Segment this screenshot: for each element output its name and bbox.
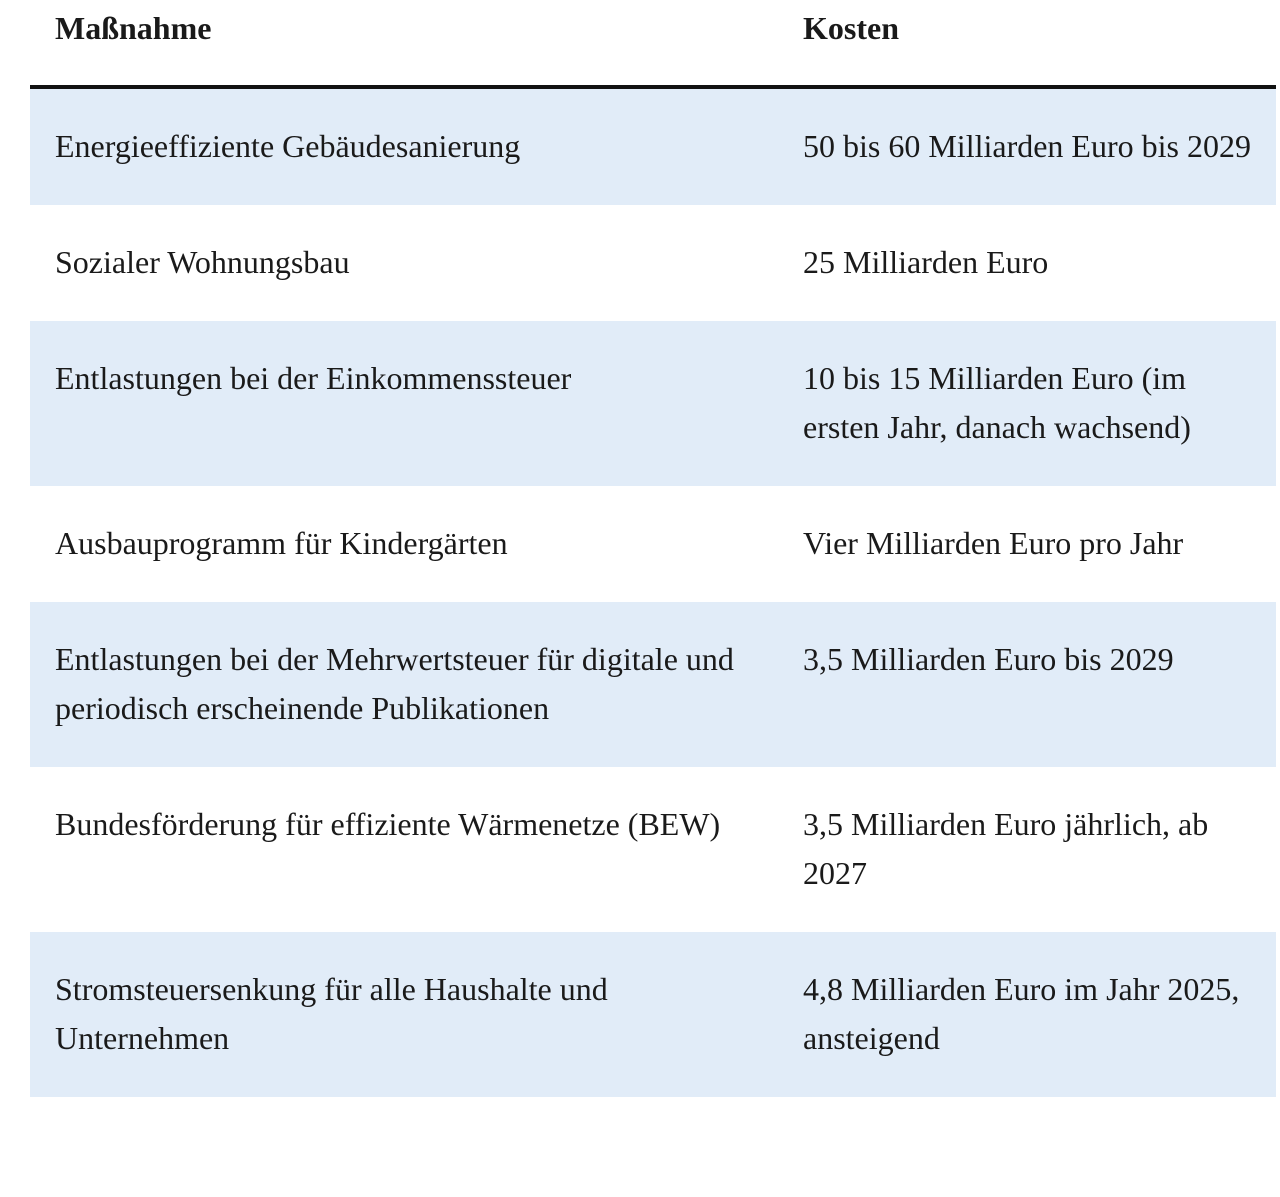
- table-row: [30, 486, 1276, 602]
- header-row: [30, 0, 1276, 87]
- cost-cell: 3,5 Milliarden Euro bis 2029: [778, 602, 1276, 767]
- measure-cell: Sozialer Wohnungsbau: [30, 205, 778, 321]
- cost-cell: 3,5 Milliarden Euro jährlich, ab 2027: [778, 767, 1276, 932]
- cost-table: [30, 0, 1276, 1097]
- table-row: [30, 205, 1276, 321]
- table-row: [30, 932, 1276, 1097]
- measure-cell: Entlastungen bei der Einkommenssteuer: [30, 321, 778, 486]
- table-body: [30, 87, 1276, 1097]
- cost-cell: 10 bis 15 Milliarden Euro (im ersten Jahr, danach wachsend): [778, 321, 1276, 486]
- measure-cell: Entlastungen bei der Mehrwertsteuer für digitale und periodisch erscheinende Publikationen: [30, 602, 778, 767]
- table-row: [30, 87, 1276, 205]
- table-header: [30, 0, 1276, 87]
- cost-cell: 4,8 Milliarden Euro im Jahr 2025, ansteigend: [778, 932, 1276, 1097]
- table-row: [30, 767, 1276, 932]
- measure-cell: Ausbauprogramm für Kindergärten: [30, 486, 778, 602]
- header-cost: Kosten: [778, 0, 1276, 87]
- cost-table-container: [30, 0, 1276, 1097]
- measure-cell: Stromsteuersenkung für alle Haushalte und Unternehmen: [30, 932, 778, 1097]
- table-row: [30, 321, 1276, 486]
- cost-cell: 25 Milliarden Euro: [778, 205, 1276, 321]
- cost-cell: 50 bis 60 Milliarden Euro bis 2029: [778, 87, 1276, 205]
- header-measure: Maßnahme: [30, 0, 778, 87]
- measure-cell: Energieeffiziente Gebäudesanierung: [30, 87, 778, 205]
- table-row: [30, 602, 1276, 767]
- measure-cell: Bundesförderung für effiziente Wärmenetze (BEW): [30, 767, 778, 932]
- cost-cell: Vier Milliarden Euro pro Jahr: [778, 486, 1276, 602]
